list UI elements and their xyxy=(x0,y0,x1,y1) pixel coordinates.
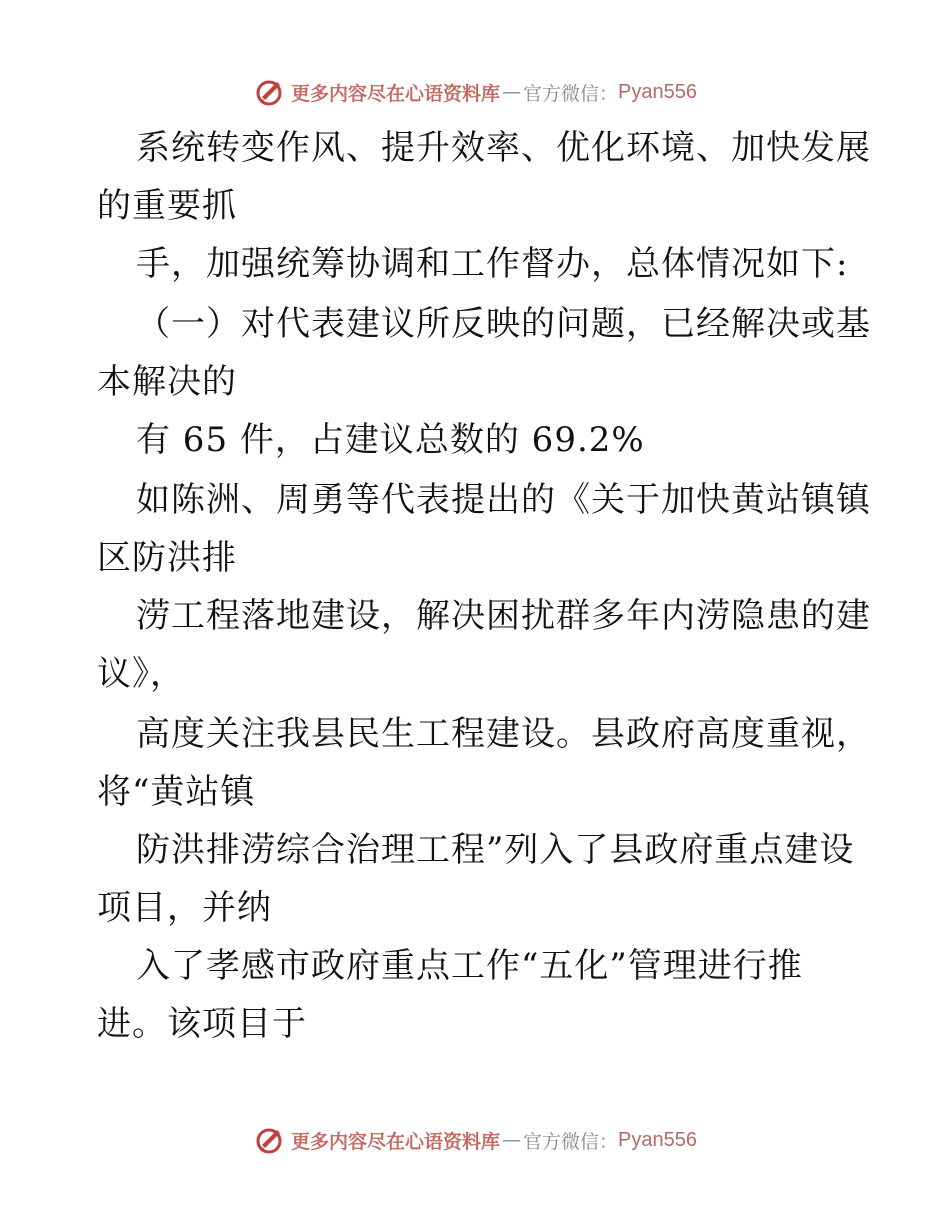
text-line: 区防洪排 xyxy=(97,538,237,578)
text-line: 进。该项目于 xyxy=(97,1004,307,1044)
text-line: 议》， xyxy=(97,654,185,694)
text-line: 涝工程落地建设，解决困扰群多年内涝隐患的建 xyxy=(136,596,871,636)
footer-watermark xyxy=(0,1120,950,1160)
brand-logo-icon xyxy=(253,1124,285,1156)
watermark-wechat-id: Pyan556 xyxy=(618,80,697,103)
text-line: 将“黄站镇 xyxy=(97,772,256,812)
text-line: 系统转变作风、提升效率、优化环境、加快发展 xyxy=(136,128,871,168)
watermark-brand: 更多内容尽在心语资料库 xyxy=(291,82,501,105)
text-line: 本解决的 xyxy=(97,362,237,402)
text-line: 的重要抓 xyxy=(97,186,237,226)
text-line: 项目，并纳 xyxy=(97,888,272,928)
watermark-separator: — xyxy=(502,1129,522,1151)
text-line: 入了孝感市政府重点工作“五化”管理进行推 xyxy=(136,946,803,986)
text-line: （一）对代表建议所反映的问题，已经解决或基 xyxy=(136,304,871,344)
text-line: 如陈洲、周勇等代表提出的《关于加快黄站镇镇 xyxy=(136,480,871,520)
watermark-wechat-label: 官方微信： xyxy=(523,1130,619,1153)
text-line: 防洪排涝综合治理工程”列入了县政府重点建设 xyxy=(136,830,855,870)
watermark-wechat-label: 官方微信： xyxy=(523,82,619,105)
text-line: 高度关注我县民生工程建设。县政府高度重视， xyxy=(136,714,871,754)
text-line: 有 65 件，占建议总数的 69.2% xyxy=(136,420,645,460)
text-line: 手，加强统筹协调和工作督办，总体情况如下: xyxy=(136,244,849,284)
watermark-wechat-id: Pyan556 xyxy=(618,1128,697,1151)
watermark-separator: — xyxy=(502,81,522,103)
watermark-brand: 更多内容尽在心语资料库 xyxy=(291,1130,501,1153)
